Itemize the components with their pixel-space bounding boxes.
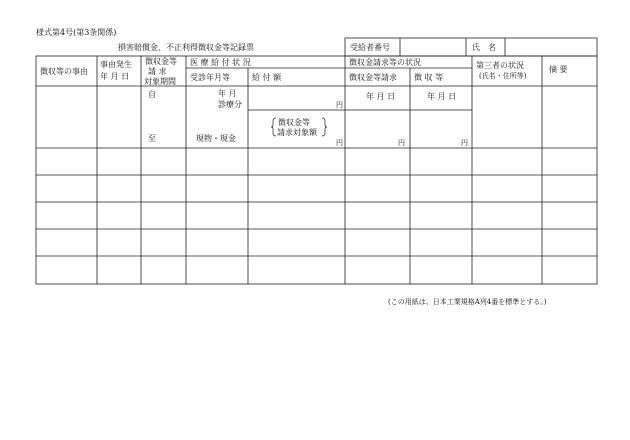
form-title: 損害賠償金、不正利得徴収金等記録票 [118, 43, 254, 52]
header-collection-reason: 徴収等の事由 [40, 67, 88, 76]
table-row[interactable] [37, 230, 596, 255]
header-claim-line1: 徴収金等 [145, 57, 177, 66]
claim-amount-label-line2: 請求対象額 [277, 128, 317, 137]
header-claim-line3: 対象期間 [144, 77, 176, 86]
yen-unit-claim-target: 円 [336, 139, 343, 147]
blank-rows [37, 149, 596, 283]
header-medical-benefit: 医 療 給 付 状 況 [190, 58, 251, 67]
header-claim-line2: 請 求 [148, 67, 167, 76]
header-benefit-amount: 給 付 額 [252, 73, 282, 82]
header-claim-request: 徴収金等請求 [349, 73, 397, 82]
header-occurrence-line2: 年 月 日 [100, 72, 130, 81]
header-collection: 徴 収 等 [414, 73, 444, 82]
visit-portion-label: 診療分 [218, 100, 242, 109]
visit-year-month-label: 年 月 [218, 89, 237, 98]
period-to-label: 至 [148, 134, 156, 143]
yen-unit-claim: 円 [398, 139, 405, 147]
yen-unit-collection: 円 [461, 139, 468, 147]
header-collection-claim: 徴収金請求等の状況 [349, 58, 421, 67]
in-kind-cash-label: 現物・現金 [196, 134, 236, 143]
claim-amount-label-line1: 徴収金等 [278, 118, 310, 127]
header-visit-month: 受診年月等 [190, 73, 230, 82]
table-row[interactable] [37, 149, 596, 174]
header-third-party-line2: (氏名・住所等) [479, 72, 527, 80]
table-row[interactable] [37, 176, 596, 201]
claim-date-label: 年 月 日 [366, 92, 396, 101]
form-id: 様式第4号(第3条関係) [36, 28, 117, 37]
header-occurrence-line1: 事由発生 [100, 60, 132, 69]
name-field[interactable] [506, 39, 596, 55]
header-summary: 摘 要 [549, 65, 568, 74]
collection-date-label: 年 月 日 [427, 92, 457, 101]
recipient-no-field[interactable] [401, 39, 465, 55]
footnote: (この用紙は、日本工業規格A列4番を標準とする。) [388, 298, 547, 306]
name-label: 氏 名 [472, 43, 496, 52]
period-from-label: 自 [148, 90, 156, 99]
recipient-no-label: 受給者番号 [350, 43, 390, 52]
header-third-party-line1: 第三者の状況 [476, 61, 524, 70]
yen-unit-benefit: 円 [336, 101, 343, 109]
table-row[interactable] [37, 257, 596, 283]
table-row[interactable] [37, 203, 596, 228]
